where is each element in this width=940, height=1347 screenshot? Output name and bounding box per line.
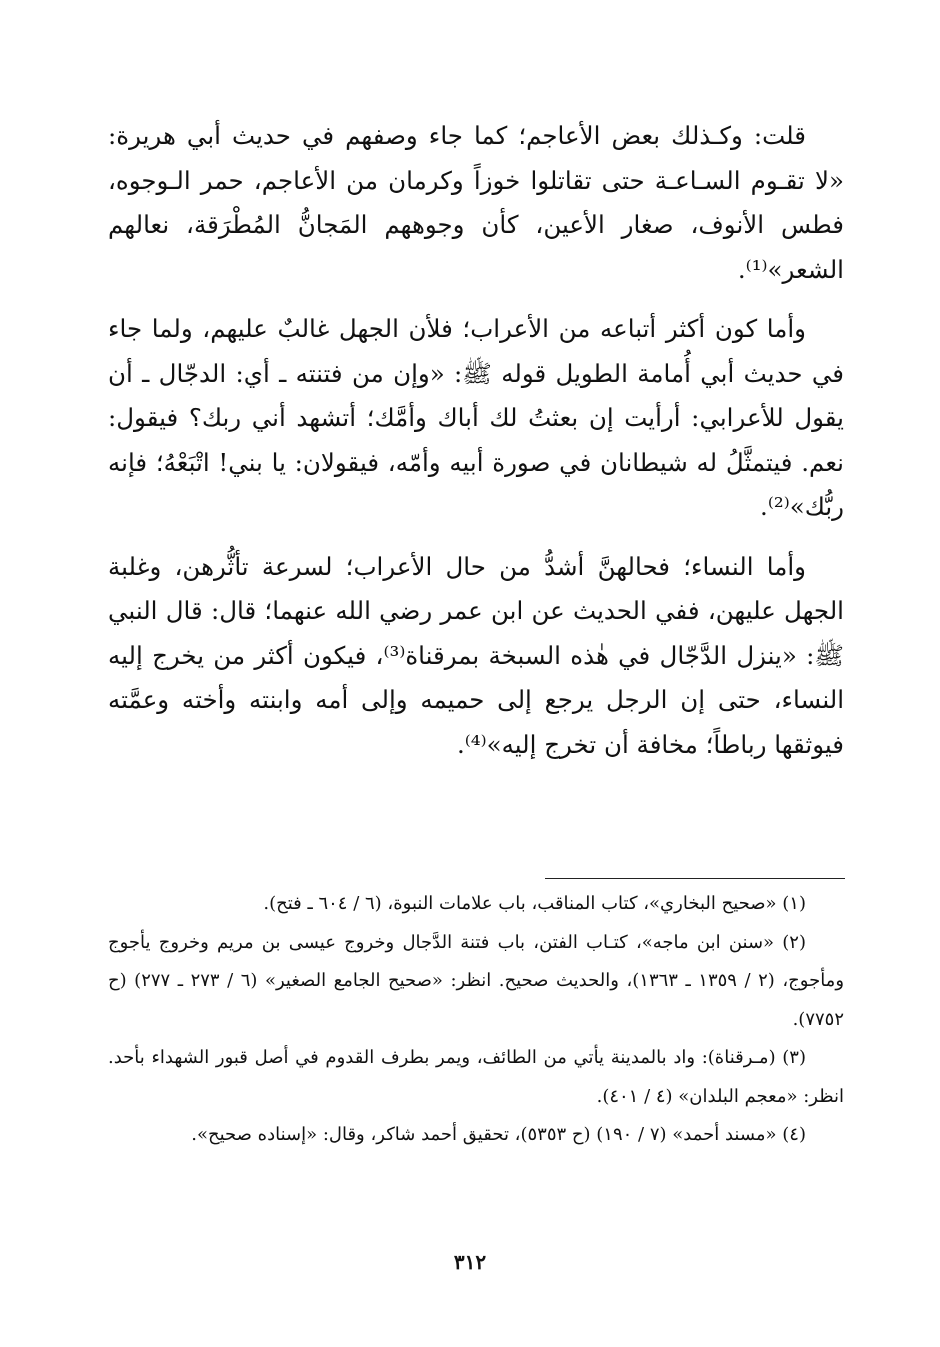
paragraph-3: وأما النساء؛ فحالهنَّ أشدُّ من حال الأعراب؛ لسرعة تأثُّرهن، وغلبة الجهل عليهن، ففي الحديث عن ابن عمر رضي الله عنهما؛ قال: قال النبي ﷺ: «ينزل الدَّجّال في هٰذه السبخة بمرقناة⁽³⁾، فيكون أكثر من يخرج إليه النساء، حتى إن الرجل يرجع إلى حميمه وإلى أمه وابنته وأخته وعمَّته فيوثقها رباطاً؛ مخافة أن تخرج إليه»⁽⁴⁾. — [108, 551, 844, 759]
paragraph-2: وأما كون أكثر أتباعه من الأعراب؛ فلأن الجهل غالبٌ عليهم، ولما جاء في حديث أبي أُمامة الطويل قوله ﷺ: «وإن من فتنته ـ أي: الدجّال ـ أن يقول للأعرابي: أرأيت إن بعثتُ لك أباك وأمَّك؛ أتشهد أني ربك؟ فيقول: نعم. فيتمثَّلُ له شيطانان في صورة أبيه وأمّه، فيقولان: يا بني! اتْبَعْهُ؛ فإنه ربُّك»⁽²⁾. — [108, 314, 844, 521]
footnote-separator — [545, 878, 845, 879]
footnote-1: (١) «صحيح البخاري»، كتاب المناقب، باب علامات النبوة، (٦ / ٦٠٤ ـ فتح). — [263, 893, 806, 914]
footnotes — [108, 885, 844, 1155]
footnote-3: (٣) (مـرقناة): واد بالمدينة يأتي من الطائف، ويمر بطرف القدوم في أصل قبور الشهداء بأحد. انظر: «معجم البلدان» (٤ / ٤٠١). — [108, 1047, 844, 1107]
page-number: ٣١٢ — [453, 1250, 487, 1274]
footnote-4: (٤) «مسند أحمد» (٧ / ١٩٠) (ح ٥٣٥٣)، تحقيق أحمد شاكر، وقال: «إسناده صحيح». — [191, 1124, 806, 1145]
paragraph-1: قلت: وكـذلك بعض الأعاجم؛ كما جاء وصفهم في حديث أبي هريرة: «لا تقـوم السـاعـة حتى تقاتلوا خوزاً وكرمان من الأعاجم، حمر الـوجوه، فطس الأنوف، صغار الأعين، كأن وجوههم المَجانُّ المُطْرَقة، نعالهم الشعر»⁽¹⁾. — [108, 121, 844, 284]
footnote-2: (٢) «سنن ابن ماجه»، كتـاب الفتن، باب فتنة الدَّجال وخروج عيسى بن مريم وخروج يأجوج ومأجوج، (٢ / ١٣٥٩ ـ ١٣٦٣)، والحديث صحيح. انظر: «صحيح الجامع الصغير» (٦ / ٢٧٣ ـ ٢٧٧) (ح ٧٧٥٢). — [108, 931, 845, 1030]
main-text — [108, 114, 844, 782]
